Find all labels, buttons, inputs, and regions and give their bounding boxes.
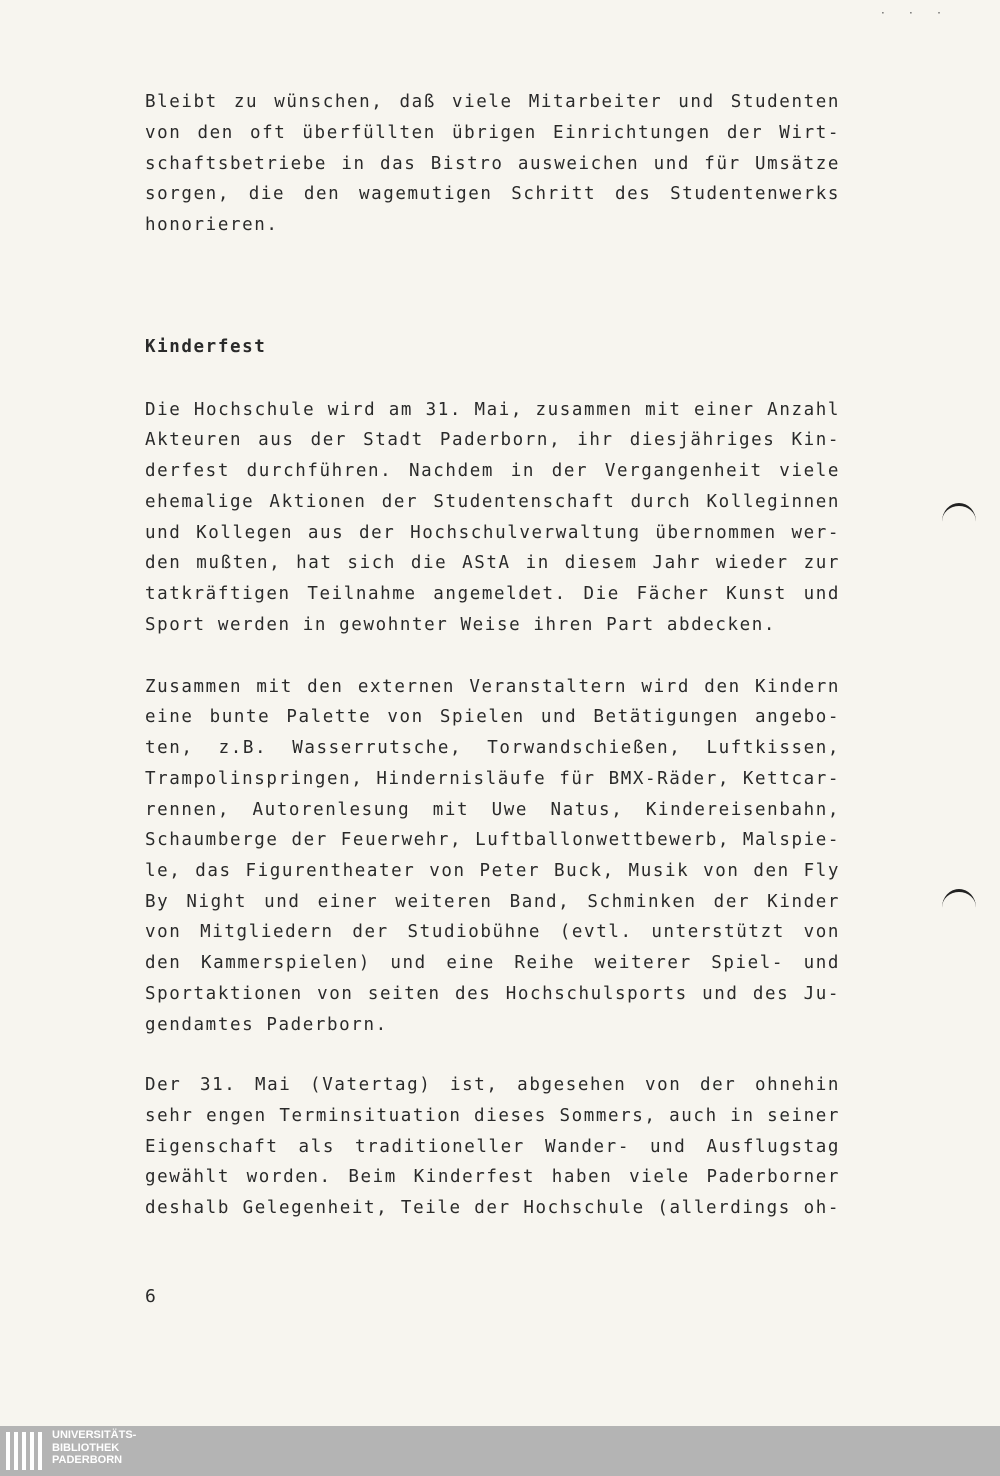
text-line: derfest durchführen. Nachdem in der Vergangenheit viele bbox=[145, 461, 840, 481]
text-line: eine bunte Palette von Spielen und Betätigungen angebo- bbox=[145, 707, 840, 727]
text-line: deshalb Gelegenheit, Teile der Hochschule (allerdings oh- bbox=[145, 1198, 840, 1218]
text-line: den mußten, hat sich die AStA in diesem Jahr wieder zur bbox=[145, 553, 840, 573]
text-line: rennen, Autorenlesung mit Uwe Natus, Kindereisenbahn, bbox=[145, 800, 840, 820]
text-line: Die Hochschule wird am 31. Mai, zusammen mit einer Anzahl bbox=[145, 400, 840, 420]
text-line: By Night und einer weiteren Band, Schminken der Kinder bbox=[145, 892, 840, 912]
text-line: Sportaktionen von seiten des Hochschulsports und des Ju- bbox=[145, 984, 840, 1004]
text-line: gewählt worden. Beim Kinderfest haben viele Paderborner bbox=[145, 1167, 840, 1187]
text-line: honorieren. bbox=[145, 215, 279, 235]
text-line: Zusammen mit den externen Veranstaltern wird den Kindern bbox=[145, 677, 840, 697]
text-line: gendamtes Paderborn. bbox=[145, 1015, 388, 1035]
text-line: Akteuren aus der Stadt Paderborn, ihr diesjähriges Kin- bbox=[145, 430, 840, 450]
text-line: Bleibt zu wünschen, daß viele Mitarbeiter und Studenten bbox=[145, 92, 840, 112]
text-line: sehr engen Terminsituation dieses Sommers, auch in seiner bbox=[145, 1106, 840, 1126]
text-line: Schaumberge der Feuerwehr, Luftballonwettbewerb, Malspie- bbox=[145, 830, 840, 850]
logo-line: UNIVERSITÄTS- bbox=[52, 1429, 137, 1441]
text-line: von den oft überfüllten übrigen Einrichtungen der Wirt- bbox=[145, 123, 840, 143]
text-line: Trampolinspringen, Hindernisläufe für BMX-Räder, Kettcar- bbox=[145, 769, 840, 789]
punch-hole-mark bbox=[942, 889, 976, 926]
punch-hole-mark bbox=[942, 503, 976, 540]
text-line: Eigenschaft als traditioneller Wander- und Ausflugstag bbox=[145, 1137, 840, 1157]
text-line: ehemalige Aktionen der Studentenschaft durch Kolleginnen bbox=[145, 492, 840, 512]
paper-specks: · · · bbox=[879, 8, 950, 19]
text-line: Der 31. Mai (Vatertag) ist, abgesehen von der ohnehin bbox=[145, 1075, 840, 1095]
text-line: schaftsbetriebe in das Bistro ausweichen und für Umsätze bbox=[145, 154, 840, 174]
text-line: sorgen, die den wagemutigen Schritt des Studentenwerks bbox=[145, 184, 840, 204]
text-line: Sport werden in gewohnter Weise ihren Part abdecken. bbox=[145, 615, 777, 635]
page-number: 6 bbox=[145, 1286, 156, 1307]
library-logo-icon bbox=[6, 1432, 42, 1470]
text-line: tatkräftigen Teilnahme angemeldet. Die Fächer Kunst und bbox=[145, 584, 840, 604]
library-footer-bar bbox=[0, 1426, 1000, 1476]
text-line: ten, z.B. Wasserrutsche, Torwandschießen, Luftkissen, bbox=[145, 738, 840, 758]
text-line: le, das Figurentheater von Peter Buck, Musik von den Fly bbox=[145, 861, 840, 881]
logo-line: PADERBORN bbox=[52, 1454, 123, 1466]
logo-line: BIBLIOTHEK bbox=[52, 1441, 120, 1454]
text-line: und Kollegen aus der Hochschulverwaltung übernommen wer- bbox=[145, 523, 840, 543]
text-line: von Mitgliedern der Studiobühne (evtl. unterstützt von bbox=[145, 922, 840, 942]
section-heading: Kinderfest bbox=[145, 337, 267, 357]
text-line: den Kammerspielen) und eine Reihe weiterer Spiel- und bbox=[145, 953, 840, 973]
library-logo-text bbox=[52, 1429, 136, 1467]
